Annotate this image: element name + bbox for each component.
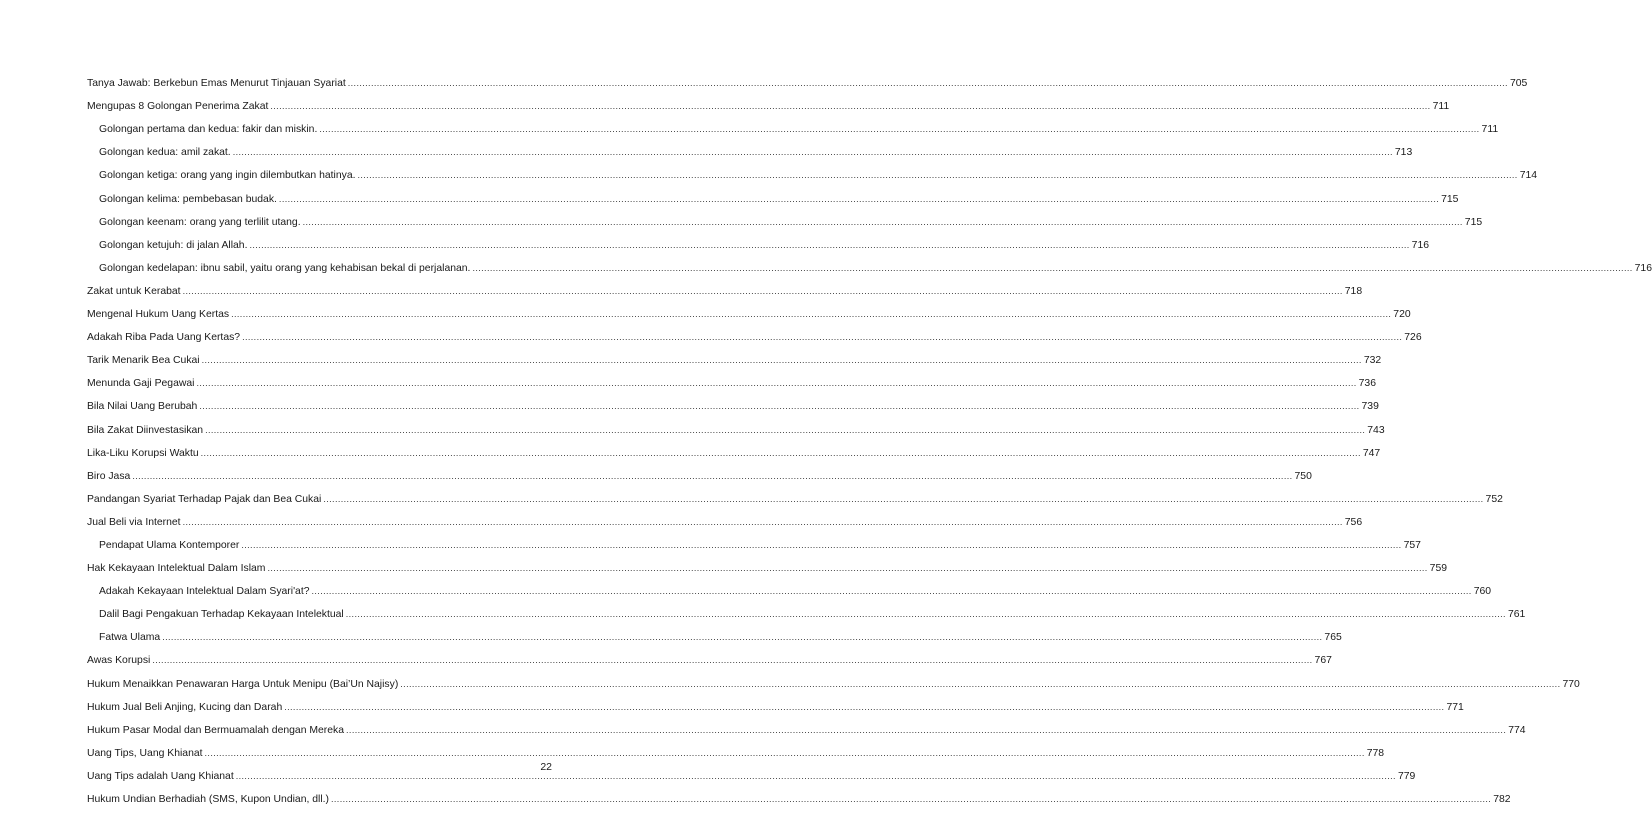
toc-subentry[interactable] bbox=[87, 182, 1459, 205]
toc-entry[interactable] bbox=[87, 460, 1312, 483]
toc-entry[interactable] bbox=[87, 506, 1363, 529]
toc-entry-page-number: 715 bbox=[1441, 193, 1459, 205]
toc-entry[interactable] bbox=[87, 298, 1411, 321]
toc-entry-page-number: 779 bbox=[1397, 770, 1416, 782]
toc-entry-title: Golongan ketujuh: di jalan Allah. bbox=[99, 239, 248, 251]
toc-entry-title: Golongan pertama dan kedua: fakir dan miskin. bbox=[99, 124, 318, 136]
toc-entry-page-number: 759 bbox=[1429, 563, 1448, 575]
toc-entry-page-number: 711 bbox=[1432, 101, 1450, 113]
toc-entry[interactable] bbox=[87, 321, 1422, 344]
dot-leader: ................................................................................................................................................................................................................................................................................................................................................................................................................ bbox=[182, 285, 1343, 296]
dot-leader: ................................................................................................................................................................................................................................................................................................................................................................................................................ bbox=[357, 170, 1518, 181]
toc-entry-page-number: 736 bbox=[1358, 378, 1376, 390]
dot-leader: ................................................................................................................................................................................................................................................................................................................................................................................................................ bbox=[400, 678, 1561, 689]
dot-leader: ................................................................................................................................................................................................................................................................................................................................................................................................................ bbox=[284, 701, 1445, 712]
toc-entry-title: Golongan kedelapan: ibnu sabil, yaitu orang yang kehabisan bekal di perjalanan. bbox=[99, 262, 471, 274]
toc-entry-page-number: 714 bbox=[1519, 170, 1538, 182]
toc-entry-page-number: 757 bbox=[1403, 539, 1421, 551]
toc-entry-title: Golongan keenam: orang yang terlilit utang. bbox=[99, 216, 301, 228]
dot-leader: ................................................................................................................................................................................................................................................................................................................................................................................................................ bbox=[345, 609, 1506, 620]
dot-leader: ................................................................................................................................................................................................................................................................................................................................................................................................................ bbox=[347, 78, 1508, 89]
toc-entry[interactable] bbox=[87, 390, 1379, 413]
toc-entry-page-number: 774 bbox=[1508, 724, 1526, 736]
toc-entry-page-number: 711 bbox=[1481, 124, 1499, 136]
toc-entry-page-number: 715 bbox=[1464, 216, 1483, 228]
toc-entry-title: Hukum Jual Beli Anjing, Kucing dan Darah bbox=[87, 701, 283, 713]
toc-entry[interactable] bbox=[87, 714, 1526, 737]
dot-leader: ................................................................................................................................................................................................................................................................................................................................................................................................................ bbox=[319, 124, 1480, 135]
toc-entry-title: Uang Tips adalah Uang Khianat bbox=[87, 770, 234, 782]
dot-leader: ................................................................................................................................................................................................................................................................................................................................................................................................................ bbox=[331, 794, 1492, 804]
dot-leader: ................................................................................................................................................................................................................................................................................................................................................................................................................ bbox=[249, 239, 1410, 250]
dot-leader: ................................................................................................................................................................................................................................................................................................................................................................................................................ bbox=[278, 193, 1440, 204]
toc-subentry[interactable] bbox=[87, 159, 1538, 182]
toc-entry-page-number: 767 bbox=[1314, 655, 1332, 667]
toc-entry-title: Dalil Bagi Pengakuan Terhadap Kekayaan Intelektual bbox=[99, 609, 344, 621]
toc-entry[interactable] bbox=[87, 644, 1332, 667]
dot-leader: ................................................................................................................................................................................................................................................................................................................................................................................................................ bbox=[232, 147, 1393, 158]
toc-subentry[interactable] bbox=[87, 621, 1342, 644]
toc-entry-page-number: 750 bbox=[1294, 470, 1312, 482]
toc-entry-page-number: 752 bbox=[1485, 493, 1503, 505]
toc-entry-title: Adakah Riba Pada Uang Kertas? bbox=[87, 332, 241, 344]
toc-entry[interactable] bbox=[87, 737, 1385, 760]
toc-entry[interactable] bbox=[87, 483, 1503, 506]
toc-entry[interactable] bbox=[87, 413, 1385, 436]
toc-entry-page-number: 705 bbox=[1509, 78, 1528, 90]
toc-entry-title: Pendapat Ulama Kontemporer bbox=[99, 539, 240, 551]
toc-entry-title: Hukum Pasar Modal dan Bermuamalah dengan Mereka bbox=[87, 724, 345, 736]
toc-entry-page-number: 761 bbox=[1507, 609, 1526, 621]
dot-leader: ................................................................................................................................................................................................................................................................................................................................................................................................................ bbox=[241, 539, 1402, 550]
toc-entry[interactable] bbox=[87, 437, 1381, 460]
dot-leader: ................................................................................................................................................................................................................................................................................................................................................................................................................ bbox=[267, 563, 1428, 574]
toc-entry-title: Bila Zakat Diinvestasikan bbox=[87, 424, 204, 436]
toc-entry-title: Zakat untuk Kerabat bbox=[87, 285, 181, 297]
toc-entry-title: Golongan ketiga: orang yang ingin dilembutkan hatinya. bbox=[99, 170, 356, 182]
toc-entry-page-number: 718 bbox=[1344, 285, 1363, 297]
dot-leader: ................................................................................................................................................................................................................................................................................................................................................................................................................ bbox=[472, 262, 1633, 273]
toc-entry-page-number: 765 bbox=[1324, 632, 1342, 644]
dot-leader: ................................................................................................................................................................................................................................................................................................................................................................................................................ bbox=[162, 632, 1323, 643]
toc-subentry[interactable] bbox=[87, 136, 1413, 159]
toc-entry-page-number: 726 bbox=[1404, 332, 1422, 344]
toc-subentry[interactable] bbox=[87, 529, 1421, 552]
toc-entry-page-number: 713 bbox=[1394, 147, 1413, 159]
toc-entry-title: Pandangan Syariat Terhadap Pajak dan Bea Cukai bbox=[87, 493, 322, 505]
toc-subentry[interactable] bbox=[87, 252, 1652, 275]
toc-entry-title: Fatwa Ulama bbox=[99, 632, 161, 644]
dot-leader: ................................................................................................................................................................................................................................................................................................................................................................................................................ bbox=[182, 516, 1343, 527]
toc-entry[interactable] bbox=[87, 552, 1448, 575]
toc-entry-title: Hukum Undian Berhadiah (SMS, Kupon Undian, dll.) bbox=[87, 794, 329, 805]
toc-entry-title: Hukum Menaikkan Penawaran Harga Untuk Menipu (Bai’Un Najisy) bbox=[87, 678, 399, 690]
dot-leader: ................................................................................................................................................................................................................................................................................................................................................................................................................ bbox=[302, 216, 1463, 227]
toc-entry[interactable] bbox=[87, 783, 1511, 806]
dot-leader: ................................................................................................................................................................................................................................................................................................................................................................................................................ bbox=[311, 586, 1472, 597]
toc-entry-title: Mengupas 8 Golongan Penerima Zakat bbox=[87, 101, 269, 113]
toc-subentry[interactable] bbox=[87, 229, 1430, 252]
dot-leader: ................................................................................................................................................................................................................................................................................................................................................................................................................ bbox=[346, 724, 1507, 735]
dot-leader: ................................................................................................................................................................................................................................................................................................................................................................................................................ bbox=[152, 655, 1313, 666]
toc-entry-title: Tanya Jawab: Berkebun Emas Menurut Tinjauan Syariat bbox=[87, 78, 346, 90]
dot-leader: ................................................................................................................................................................................................................................................................................................................................................................................................................ bbox=[242, 332, 1403, 343]
toc-entry-page-number: 760 bbox=[1473, 586, 1492, 598]
dot-leader: ................................................................................................................................................................................................................................................................................................................................................................................................................ bbox=[132, 470, 1293, 481]
toc-subentry[interactable] bbox=[87, 598, 1526, 621]
toc-entry[interactable] bbox=[87, 90, 1450, 113]
toc-entry-page-number: 778 bbox=[1366, 747, 1385, 759]
toc-entry-title: Awas Korupsi bbox=[87, 655, 151, 667]
dot-leader: ................................................................................................................................................................................................................................................................................................................................................................................................................ bbox=[270, 101, 1431, 112]
dot-leader: ................................................................................................................................................................................................................................................................................................................................................................................................................ bbox=[323, 493, 1484, 504]
toc-entry-page-number: 720 bbox=[1393, 309, 1411, 321]
toc-entry-page-number: 739 bbox=[1361, 401, 1379, 413]
dot-leader: ................................................................................................................................................................................................................................................................................................................................................................................................................ bbox=[199, 401, 1360, 412]
dot-leader: ................................................................................................................................................................................................................................................................................................................................................................................................................ bbox=[196, 378, 1357, 389]
toc-entry-page-number: 771 bbox=[1446, 701, 1464, 713]
dot-leader: ................................................................................................................................................................................................................................................................................................................................................................................................................ bbox=[205, 424, 1366, 435]
toc-entry-title: Jual Beli via Internet bbox=[87, 516, 181, 528]
toc-entry-title: Hak Kekayaan Intelektual Dalam Islam bbox=[87, 563, 266, 575]
toc-subentry[interactable] bbox=[87, 575, 1492, 598]
dot-leader: ................................................................................................................................................................................................................................................................................................................................................................................................................ bbox=[235, 770, 1396, 781]
dot-leader: ................................................................................................................................................................................................................................................................................................................................................................................................................ bbox=[204, 747, 1365, 758]
toc-entry-title: Golongan kelima: pembebasan budak. bbox=[99, 193, 277, 205]
toc-entry[interactable] bbox=[87, 367, 1376, 390]
toc-entry-title: Adakah Kekayaan Intelektual Dalam Syari'at? bbox=[99, 586, 310, 598]
toc-entry[interactable] bbox=[87, 667, 1580, 690]
toc-entry-page-number: 716 bbox=[1411, 239, 1430, 251]
toc-entry-page-number: 782 bbox=[1493, 794, 1511, 805]
toc-entry-page-number: 732 bbox=[1363, 355, 1382, 367]
toc-entry-title: Uang Tips, Uang Khianat bbox=[87, 747, 203, 759]
toc-entry-page-number: 747 bbox=[1362, 447, 1381, 459]
dot-leader: ................................................................................................................................................................................................................................................................................................................................................................................................................ bbox=[200, 447, 1361, 458]
toc-entry-page-number: 743 bbox=[1367, 424, 1385, 436]
toc-entry-title: Biro Jasa bbox=[87, 470, 131, 482]
dot-leader: ................................................................................................................................................................................................................................................................................................................................................................................................................ bbox=[231, 309, 1392, 320]
page-number: 22 bbox=[540, 761, 552, 773]
toc-entry-page-number: 770 bbox=[1562, 678, 1580, 690]
toc-entry-title: Tarik Menarik Bea Cukai bbox=[87, 355, 200, 367]
toc-entry-page-number: 716 bbox=[1634, 262, 1652, 274]
toc-entry-title: Golongan kedua: amil zakat. bbox=[99, 147, 231, 159]
toc-entry[interactable] bbox=[87, 691, 1464, 714]
toc-entry-title: Bila Nilai Uang Berubah bbox=[87, 401, 198, 413]
toc-subentry[interactable] bbox=[87, 206, 1483, 229]
table-of-contents bbox=[87, 67, 1652, 806]
toc-entry[interactable] bbox=[87, 344, 1382, 367]
toc-entry-page-number: 756 bbox=[1344, 516, 1363, 528]
toc-entry-title: Menunda Gaji Pegawai bbox=[87, 378, 195, 390]
toc-entry[interactable] bbox=[87, 67, 1528, 90]
toc-subentry[interactable] bbox=[87, 113, 1499, 136]
toc-entry-title: Lika-Liku Korupsi Waktu bbox=[87, 447, 199, 459]
dot-leader: ................................................................................................................................................................................................................................................................................................................................................................................................................ bbox=[201, 355, 1362, 366]
toc-entry[interactable] bbox=[87, 760, 1416, 783]
toc-entry-title: Mengenal Hukum Uang Kertas bbox=[87, 309, 230, 321]
toc-entry[interactable] bbox=[87, 275, 1363, 298]
